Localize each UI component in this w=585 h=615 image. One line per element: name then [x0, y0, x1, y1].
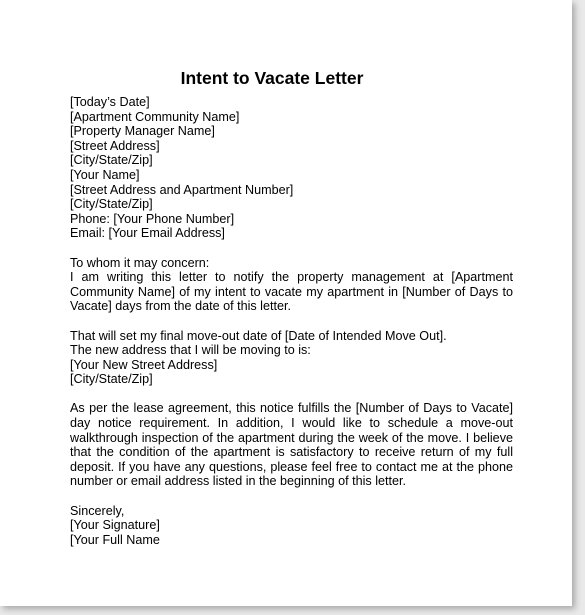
paragraph-lease: As per the lease agreement, this notice fulfills the [Number of Days to Vacate] day notice requirement. In addition, I would like to schedule a move-out walkthrough inspection of the apartment during the week of the move. I believe that the condition of the apartment is satisfactory to receive return of my full deposit. If you have any questions, please feel free to contact me at the phone number or email address listed in the beginning of this letter.	[70, 401, 513, 489]
header-line-your-street: [Street Address and Apartment Number]	[70, 182, 294, 197]
header-line-city: [City/State/Zip]	[70, 153, 153, 168]
header-line-email: Email: [Your Email Address]	[70, 226, 225, 241]
document-title: Intent to Vacate Letter	[180, 68, 364, 88]
header-line-street: [Street Address]	[70, 138, 160, 153]
new-address-intro: The new address that I will be moving to is:	[70, 343, 311, 358]
header-line-community: [Apartment Community Name]	[70, 109, 240, 124]
header-line-your-city: [City/State/Zip]	[70, 197, 153, 212]
letter-body	[70, 95, 513, 547]
spacer	[70, 489, 513, 504]
new-address-street: [Your New Street Address]	[70, 357, 218, 372]
full-name-line: [Your Full Name	[70, 532, 160, 547]
closing: Sincerely,	[70, 503, 125, 518]
header-block	[70, 95, 513, 241]
salutation: To whom it may concern:	[70, 255, 210, 270]
new-address-city: [City/State/Zip]	[70, 372, 153, 387]
paragraph-notice: I am writing this letter to notify the property management at [Apartment Community Name] of my intent to vacate my apartment in [Number of Days to Vacate] days from the date of this letter.	[70, 270, 513, 314]
header-line-date: [Today’s Date]	[70, 95, 150, 109]
signature-line: [Your Signature]	[70, 518, 160, 533]
spacer	[70, 314, 513, 329]
header-line-manager: [Property Manager Name]	[70, 124, 215, 139]
header-line-your-name: [Your Name]	[70, 167, 140, 182]
header-line-phone: Phone: [Your Phone Number]	[70, 211, 235, 226]
move-out-line: That will set my final move-out date of [Date of Intended Move Out].	[70, 328, 447, 343]
spacer	[70, 387, 513, 402]
spacer	[70, 241, 513, 256]
